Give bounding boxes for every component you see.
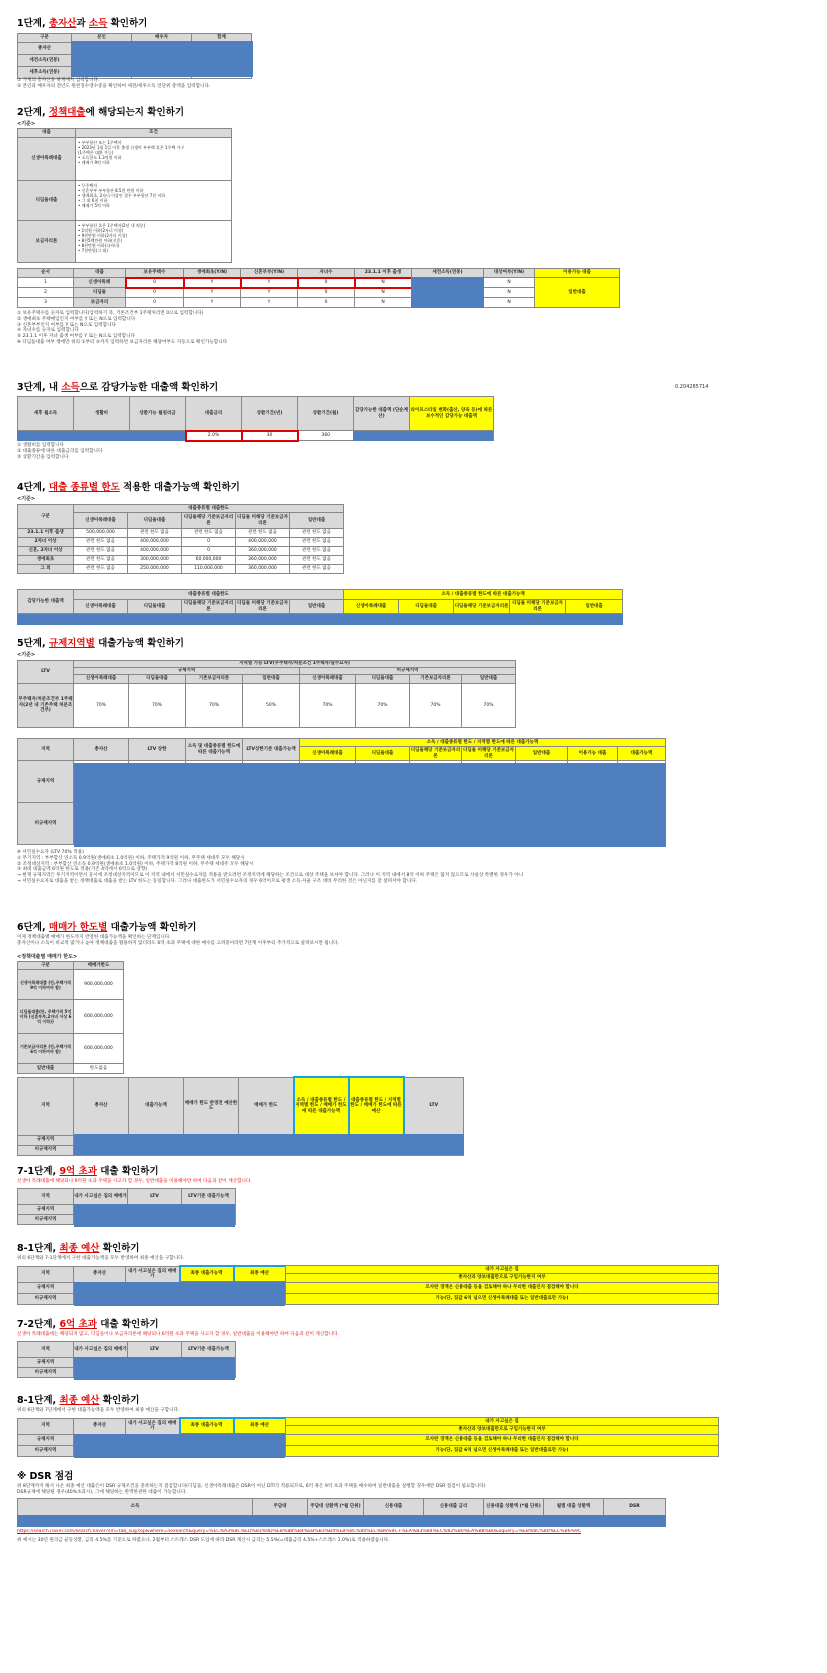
step8-1a-title: 8-1단계, 최종 예산 확인하기 — [17, 1243, 140, 1254]
step1-title: 1단계, 총자산과 소득 확인하기 — [17, 18, 148, 29]
step6-price-limit-table: 구분 매매가한도 신생아특례대출 (단,주택가격 9억 이하여야 함) 900,000,000 디딤돌대출(단, 주택가격 5억 이하 (신혼부부,2자녀 이상 6억 이하)) 600,000,000 기존보금자리론 (단,주택가격 6억 이하여야 함) 600,000,000 일반대출 한도없음 — [17, 961, 124, 1074]
step5-ref: <기준> — [17, 652, 36, 658]
step3-result-block — [353, 431, 493, 441]
step3-title: 3단계, 내 소득으로 감당가능한 대출액 확인하기 — [17, 382, 219, 393]
region-regulated: 규제지역 — [18, 761, 74, 803]
dsr-title: ※ DSR 점검 — [17, 1471, 74, 1482]
step7-2-result-block — [74, 1357, 235, 1380]
dsr-result-block — [17, 1515, 666, 1527]
step6-title: 6단계, 매매가 한도별 대출가능액 확인하기 — [17, 922, 197, 933]
step4-ref: <기준> — [17, 496, 36, 502]
step3-side-value: 0.204285714 — [675, 384, 709, 390]
step1-notes: ① 가계의 총자산을 하계에서 입력합니다. ② 본인과 배우자의 전년도 원천징수영수증을 확인하여 세전/세후소득 연단위 총액을 입력합니다. — [17, 78, 211, 89]
step2-notes: ① 보유주택수를 숫자로 입력합니다(입력하기 즉, 거론조건부 1주택처리면 0으로 입력합니다) ② 생애최초 주택매입인지 여부를 Y 또는 N으로 입력합니다 ③ 신혼부부인지 여부를 Y 또는 N으로 입력합니다 ④ 자녀수를 숫자로 입력합니다 ⑤ 23.1.1 이후 자녀 출생 여부를 Y 또는 N으로 입력합니다 ※ 디딤돌대출 여부 행에만 위의 ①부터 ⑤까지 입력하면 보금자리론 해당여부도 자동으로 확인가능합니다 — [17, 311, 228, 345]
step7-1-result-block — [74, 1204, 235, 1227]
dsr-calculator-link[interactable]: https://search.naver.com/search.naver?sm=tab_sug.top&where=nexearch&query=%EC%A3%BC%ED%83%9D%EB%8B%B4%EB%B3%B4%EB%8C%80%EC%B6%9C+%EA%B3%84%EC%82%B0%EA%B8%B0&oquery=%EB%8C%80%EC%B6%9C — [17, 1529, 582, 1534]
step3-income-block[interactable] — [17, 431, 185, 441]
step4-limit-table: 구분 대출종류별 대출한도 신생아특례대출 디딤돌대출 디딤돌해당 기준보금자리론 디딤돌 미해당 기준보금자리론 일반대출 23.1.1 이후 출생 500,000,000 관련 한도 없음 관련 한도 없음 관련 한도 없음 관련 한도 없음 2자녀 이상 관련 한도 없음 400,000,000 0 400,000,000 관련 한도 없음 신혼, 2자녀 이상 관련 한도 없음 400,000,000 0 360,000,000 관련 한도 없음 생애최초 관련 한도 없음 300,000,000 60,000,000 360,000,000 관련 한도 없음 그 외 관련 한도 없음 250,000,000 110,000,000 360,000,000 관련 한도 없음 — [17, 504, 344, 574]
step2-criteria-table: 대출 조건 신생아특례대출 • 부부합산 또는 1주택자 • 2023년 1월 1일 이후 출생 신생아 부부백 혹은 1주택 가구 (1주택은 대환 가능) • 소득한도 1.3억원 이하 • 매매가 9억 이하 디딤돌대출 • 무주택자 • 신혼부부 부부합산 8.5천 만원 이하 • 생애최초, 2자녀 이상인 경우 부부합산 7천 이하 • 그 외 6천 이하 • 매매가 5억 이하 보금자리론 • 부부합산 혹은 1주택자(2년 내 처분) • 1억원 이하(2자녀 이상) • 9천만원 이하(2자녀 이상) • 8천5백만원 이하(신혼) • 8천만원 이하(다자녀) • 7천만원(그 외) — [17, 128, 232, 263]
step4-result-table: 감당가능한 대출액 대출종류별 대출한도 소득 / 대출종류별 한도에 따른 대출가능액 신생아특례대출 디딤돌대출 디딤돌해당 기준보금자리론 디딤돌 미해당 기준보금자리론 일반대출 신생아특례대출 디딤돌대출 디딤돌해당 기준보금자리론 디딤돌 미해당 기준보금자리론 일반대출 — [17, 589, 623, 624]
interest-rate-input[interactable]: 2.0% — [186, 431, 242, 441]
step7-2-table: 지역 내가 사고싶은 집의 매매가 LTV LTV기준 대출가능액 규제지역 비규제지역 — [17, 1341, 236, 1378]
step2-title: 2단계, 정책대출에 해당되는지 확인하기 — [17, 107, 184, 118]
step5-notes: ※ 서민실수요자 (LTV 70% 적용) ① 무기지역 : 부부합산 연소득 0.9억원(생애최초 1.0억원) 이하, 주택가격 9억원 이하, 무주택 세대주 모두 해당시 ② 조정대상지역 : 부부합산 연소득 0.9억원(생애최초 1.0억원) 이하, 주택가격 8억원 이하, 무주택 세대주 모두 해당시 ③ 최대 대출금액 6억원 한도로 적용(기존 4억에서 6억으로 상향) → 현재 규제지역은 투기지역이면서 동시에 조정대상지역이므로 이 지역 내에서 서민실수요자를 적용을 받으려면 조정지역에 해당하는 조건으로 대상 주택을 보셔야 합니다. 그러나 이 지역 내에서 8억 이하 주택은 많지 않으므로 사실상 특별한 경우가 아니 → 서민실수요자로 대출을 받는 정책대출로 대출을 받는 LTV 한도는 동일합니다. 그러나 대출한도가 서민실수요자의 경우 6억이므로 평생 소득·자울 구조 대비 무리한 것은 아닌지를 잘 살펴서야 합니다. — [17, 850, 524, 884]
step1-table: 구분 본인 배우자 합계 총자산 세전소득(연봉) 세후소득(연봉) — [17, 33, 252, 79]
table-row: 3 보금자리 0 Y Y 0 N N — [18, 298, 620, 308]
years-input[interactable]: 30 — [242, 431, 298, 441]
step5-region-table: 지역 총자산 LTV 상한 소득 및 대출종류별 한도에 따른 대출가능액 LTV상한기준 대출가능액 소득 / 대출종류별 한도 / 지역별 한도에 따른 대출가능액 신생아특례대출 디딤돌대출 디딤돌해당 기준보금자리론 디딤돌 미해당 기준보금자리론 일반대출 이용가능 대출 대출가능액 규제지역 비규제지역 — [17, 738, 666, 845]
step5-title: 5단계, 규제지역별 대출가능액 확인하기 — [17, 638, 184, 649]
available-loan: 일반대출 — [535, 278, 620, 308]
step8-1a-table: 지역 총자산 내가 사고싶은 집의 매매가 최종 대출가능액 최종 예산 규제지역 비규제지역 — [17, 1265, 287, 1305]
region-unregulated: 비규제지역 — [18, 803, 74, 845]
step7-2-title: 7-2단계, 6억 초과 대출 확인하기 — [17, 1319, 159, 1330]
step4-title: 4단계, 대출 종류별 한도 적용한 대출가능액 확인하기 — [17, 482, 240, 493]
step1-input-block[interactable] — [71, 41, 253, 77]
step8-1b-verdict: 내가 사고싶은 집 총자산과 양보대출만으로 구입가능한지 여부 모자란 경액은 신용대출 등을 검토해야 하나 무리한 대출인지 점검해야 합니다 가능(단, 집값 6억 넘으면 신생아특례대출 또는 일반대출로만 가능) — [285, 1417, 719, 1457]
step6-result-table: 지역 총자산 대출가능액 매매가 한도 반영전 예산한도 매매가 한도 소득 / 대출종류별 한도 / 지역별 한도 / 매매가 한도에 따른 대출가능액 대출종류별 한도 / 지역별 한도 / 매매가 한도에 따른 예산 LTV 규제지역 비규제지역 — [17, 1076, 464, 1156]
step6-intro: 이제 정책대출별 매매가 한도까지 반영한 대출가능액을 확인하는 단계입니다. 총자산이나 소득이 비교적 많거나 높아 정책대출을 활용하지 않더라도 6억 초과 주택에 대한 매수를 고려중이라면 7단계 이후부터 추가적으로 살펴보시면 됩니다. — [17, 935, 340, 946]
step7-1-table: 지역 내가 사고싶은 집의 매매가 LTV LTV기준 대출가능액 규제지역 비규제지역 — [17, 1188, 236, 1225]
step3-notes: ① 생활비를 입력합니다 ② 대출종류에 따른 대출금리를 입력합니다 ③ 상환기간을 입력합니다 — [17, 443, 103, 460]
step8-1b-title: 8-1단계, 최종 예산 확인하기 — [17, 1395, 140, 1406]
step7-2-note: 신생아 특례대출에는 해당되지 않고, 디딤돌이나 보금자리론에 해당되나 6억원 초과 주택을 사고자 할 경우, 일반대출을 이용해야만 하여 다음과 같이 계산합니다. — [17, 1332, 340, 1337]
dsr-notes: 위 8단계까지 해서 나온 최종 예산 대출은이 DSR 규제조건을 충족하는지 점검합니다(디딤돌, 신생아특례대출은 DSR이 아닌 DTI가 적용되므로, 6억 혹은 9억 초과 주택을 매수하여 일반대출을 실행할 경우에만 DSR 점검이 필요합니다) DSR규제에 해당될 경우(40%초과시), 그에 해당하는 완벽한관한 대출이 가능합니다. — [17, 1484, 486, 1495]
step8-1b-note: 위의 6단계와 7단계에서 구한 대출가능액을 모두 반영하여 최종 예산을 구합니다. — [17, 1408, 180, 1413]
table-row: 2 디딤돌 0 Y Y 0 N N — [18, 288, 620, 298]
step2-income-input[interactable] — [411, 277, 484, 308]
step8-1a-verdict: 내가 사고싶은 집 총자산과 양보대출만으로 구입가능한지 여부 모자란 경액은 신용대출 등을 검토해야 하나 무리한 대출인지 점검해야 합니다 가능(단, 집값 6억 넘으면 신생아특례대출 또는 일반대출로만 가능) — [285, 1265, 719, 1305]
dsr-footnote: 위 예시는 30년 원리금 균등상환, 금리 4.5%를 기준으로 하였으나, 2월부터 스트레스 DSR 도입에 따라 DSR 계산시 금리는 5.5%(=대출금리 4.5%+스트레스 1.0%)로 적용하였습니다. — [17, 1538, 390, 1543]
step8-1b-table: 지역 총자산 내가 사고싶은 집의 매매가 최종 대출가능액 최종 예산 규제지역 비규제지역 — [17, 1417, 287, 1457]
step8-1b-result-block — [74, 1434, 285, 1458]
step7-1-title: 7-1단계, 9억 초과 대출 확인하기 — [17, 1166, 159, 1177]
step8-1a-result-block — [74, 1282, 285, 1306]
table-row: 1 신생아특례 0 Y Y 0 N N 일반대출 — [18, 278, 620, 288]
step4-result-block — [17, 614, 623, 625]
step5-result-block — [74, 763, 666, 847]
step6-ref: <정책대출별 매매가 한도> — [17, 954, 78, 960]
step6-result-block — [74, 1134, 464, 1155]
step2-check-table: 순서 대출 보유주택수 생애최초(Y/N) 신혼부부(Y/N) 자녀수 23.1.1 이후 출생 세전소득(연봉) 대상여부(Y/N) 이용가능 대출 1 신생아특례 0 Y Y 0 N N 일반대출 2 디딤돌 0 Y Y 0 N N 3 보금자리 0 Y Y 0 N N — [17, 268, 620, 308]
step5-ltv-table: LTV 지역별 가능 LTV(무주택자/처분조건 1주택자/실수요자) 규제지역 비규제지역 신생아특례대출 디딤돌대출 기존보금자리론 일반대출 신생아특례대출 디딤돌대출 기존보금자리론 일반대출 무주택자/처분조건부 1주택자(2년 내 기존주택 처분조건부) 70% 70% 70% 50% 70% 70% 70% 70% — [17, 660, 516, 728]
dsr-table: 소득 주담대 주담대 상환액 (*월 단위) 신용대출 신용대출 금리 신용대출 상환액 (*월 단위) 월별 대출 상환액 DSR — [17, 1498, 666, 1526]
step3-table: 세후 월소득 생활비 상환가능 월원리금 대출금리 상환기간(년) 상환기간(월) 감당가능한 대출액 (단순계산) 라이프스타일 변화(출산, 양육 등)에 따른 보수적인 감당가능 대출액 2.0% 30 360 — [17, 396, 494, 442]
step2-ref: <기준> — [17, 121, 36, 127]
step8-1a-note: 위의 6단계와 7-1단계에서 구한 대출가능액을 모두 반영하여 최종 예산을 구합니다. — [17, 1256, 185, 1261]
step7-1-note: 신생아 특례대출에 해당되나 9억원 초과 주택을 사고자 할 경우, 일반대출을 이용해야만 하여 다음과 같이 계산합니다. — [17, 1179, 252, 1184]
